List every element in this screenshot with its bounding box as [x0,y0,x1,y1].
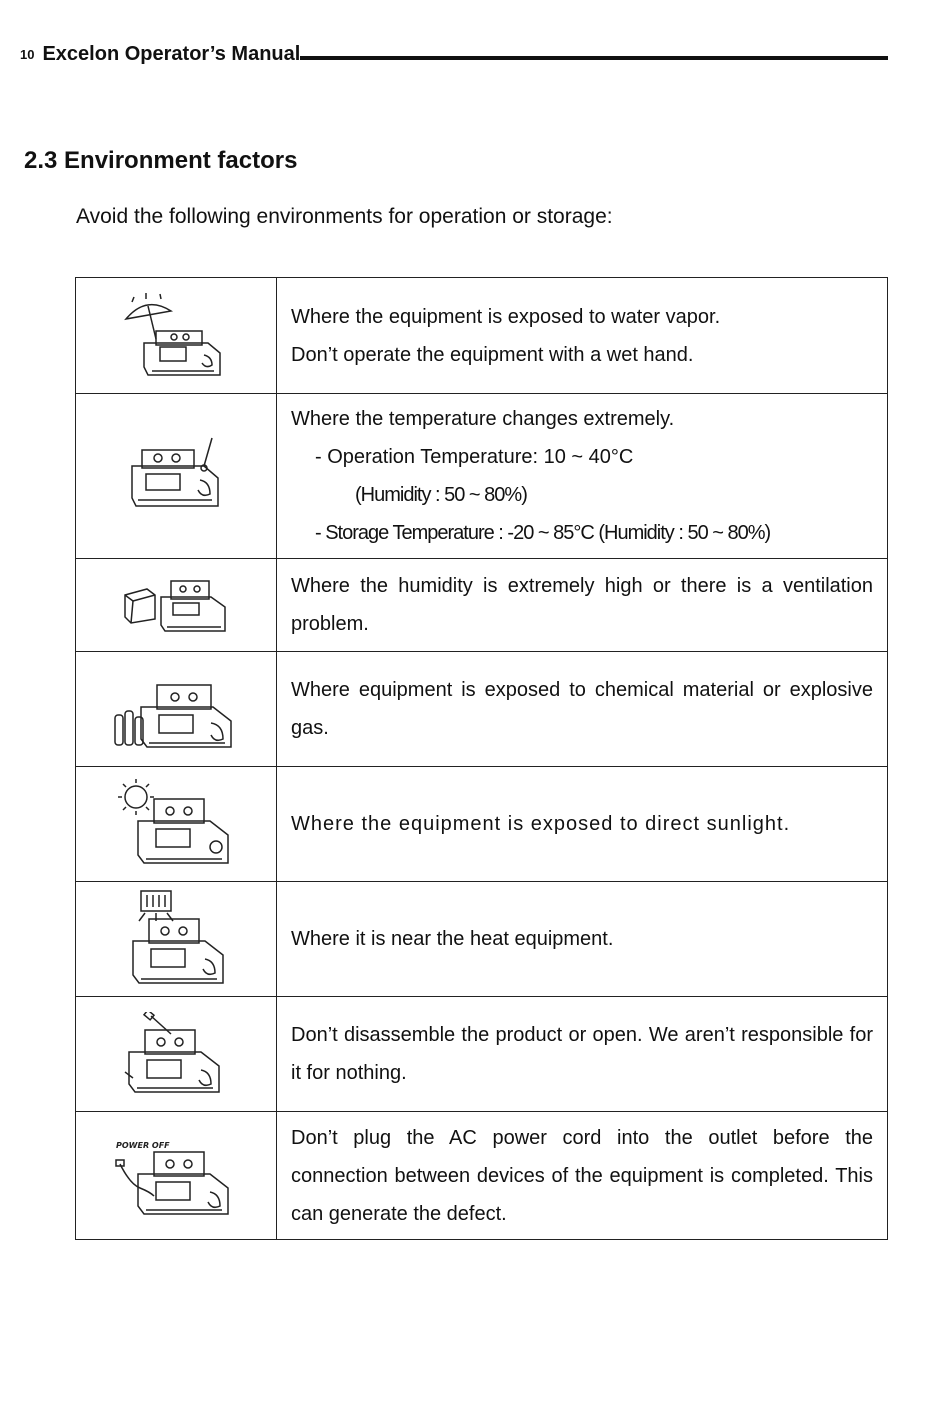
row-text-line: - Storage Temperature : -20 ~ 85°C (Humidity : 50 ~ 80%) [315,522,771,544]
table-row [76,997,888,1112]
table-row [76,278,888,394]
text-cell [277,559,888,652]
row-text-line: Don’t operate the equipment with a wet hand. [291,343,694,366]
row-text-line: Don’t plug the AC power cord into the outlet before the connection between devices of the equipment is completed. This can generate the defect. [291,1126,873,1225]
humidity-box-device-icon [121,573,231,637]
icon-cell [76,278,277,394]
thermometer-device-icon [126,436,226,516]
table-row [76,882,888,997]
section-title: 2.3 Environment factors [24,147,298,174]
power-off-plug-device-icon [114,1134,238,1218]
row-text-line: Don’t disassemble the product or open. We aren’t responsible for it for nothing. [291,1024,873,1084]
environment-table [75,277,888,1240]
icon-cell [76,1112,277,1240]
text-cell [277,652,888,767]
manual-title: Excelon Operator’s Manual [42,42,301,65]
table-row [76,559,888,652]
screwdriver-device-icon [121,1012,231,1096]
row-text-line: - Operation Temperature: 10 ~ 40°C [315,446,634,468]
icon-cell [76,652,277,767]
umbrella-rain-device-icon [116,291,236,381]
row-text-line: Where the equipment is exposed to direct sunlight. [291,813,791,835]
icon-cell [76,767,277,882]
row-text-line: Where the humidity is extremely high or there is a ventilation problem. [291,575,873,635]
power-off-label: POWER OFF [116,1140,170,1150]
icon-cell [76,882,277,997]
header-rule [300,56,888,60]
page-number: 10 [20,46,35,62]
table-row [76,394,888,559]
text-cell [277,278,888,394]
sun-device-icon [116,777,236,871]
row-text-line: (Humidity : 50 ~ 80%) [355,484,527,506]
text-cell [277,882,888,997]
icon-cell [76,997,277,1112]
gas-cylinders-device-icon [111,667,241,751]
row-text-line: Where it is near the heat equipment. [291,928,614,950]
heater-device-icon [121,887,231,991]
text-cell [277,997,888,1112]
text-cell [277,1112,888,1240]
text-cell [277,767,888,882]
table-row [76,767,888,882]
icon-cell [76,394,277,559]
table-row [76,652,888,767]
text-cell [277,394,888,559]
table-row [76,1112,888,1240]
icon-cell [76,559,277,652]
row-text-line: Where equipment is exposed to chemical material or explosive gas. [291,679,873,739]
row-text-line: Where the temperature changes extremely. [291,408,675,430]
page-header [20,42,888,66]
section-intro: Avoid the following environments for operation or storage: [76,205,613,228]
row-text-line: Where the equipment is exposed to water vapor. [291,305,721,328]
